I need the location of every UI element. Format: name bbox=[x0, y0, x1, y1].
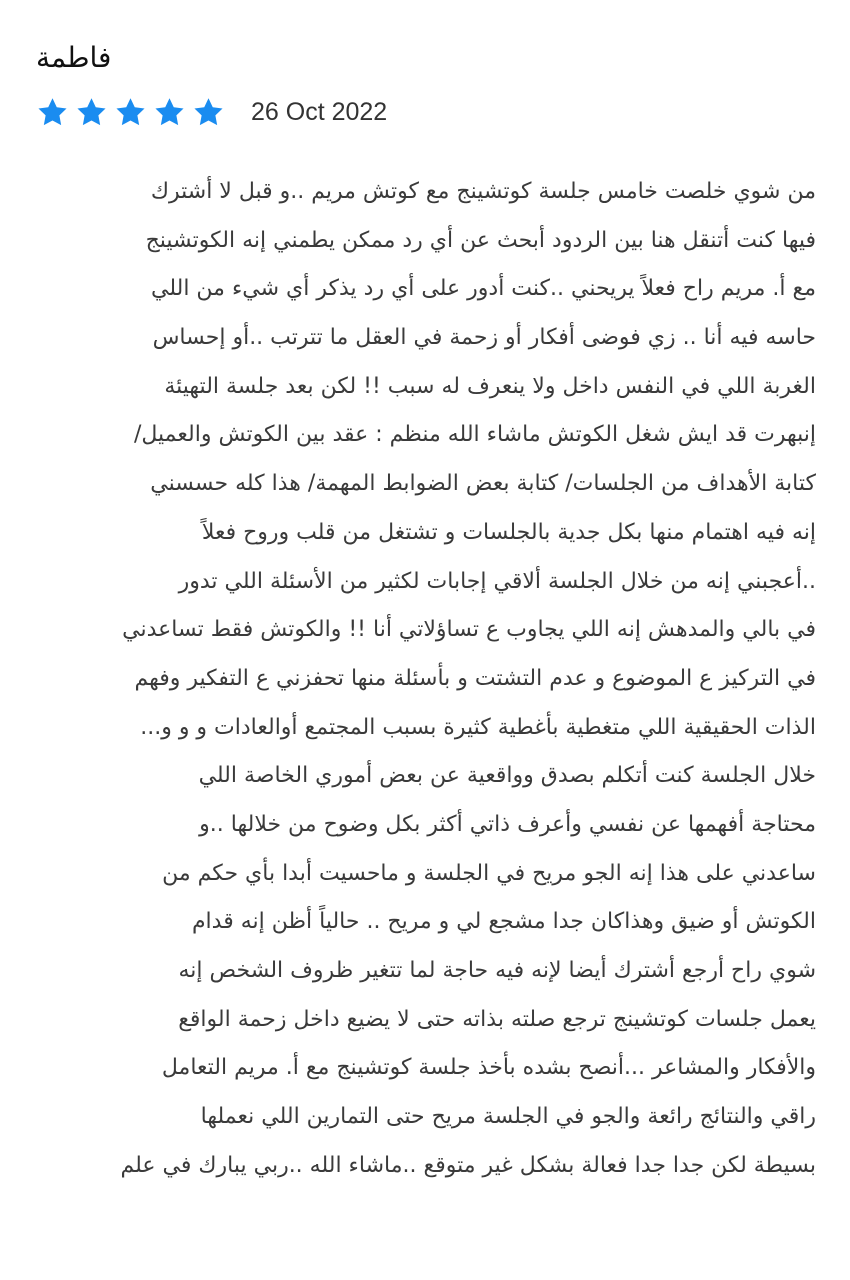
star-icon bbox=[192, 96, 225, 129]
star-icon bbox=[153, 96, 186, 129]
review-line: والأفكار والمشاعر ...أنصح بشده بأخذ جلسة كوتشينج مع أ. مريم التعامل bbox=[161, 1055, 816, 1081]
review-line: محتاجة أفهمها عن نفسي وأعرف ذاتي أكثر بكل وضوح من خلالها ..و bbox=[199, 811, 816, 837]
review-line: بسيطة لكن جدا جدا فعالة بشكل غير متوقع ..ماشاء الله ..ربي يبارك في علم bbox=[120, 1152, 816, 1178]
review-line: الذات الحقيقية اللي متغطية بأغطية كثيرة بسبب المجتمع أوالعادات و و و... bbox=[140, 714, 816, 740]
review-line: كتابة الأهداف من الجلسات/ كتابة بعض الضوابط المهمة/ هذا كله حسسني bbox=[150, 471, 816, 497]
star-icon bbox=[75, 96, 108, 129]
review-line: الكوتش أو ضيق وهذاكان جدا مشجع لي و مريح .. حالياً أظن إنه قدام bbox=[191, 909, 816, 935]
star-icon bbox=[36, 96, 69, 129]
review-text bbox=[34, 168, 816, 1190]
review-date: 26 Oct 2022 bbox=[251, 97, 388, 126]
review-line: في التركيز ع الموضوع و عدم التشتت و بأسئلة منها تحفزني ع التفكير وفهم bbox=[134, 665, 816, 691]
review-line: شوي راح أرجع أشترك أيضا لإنه فيه حاجة لما تتغير ظروف الشخص إنه bbox=[178, 958, 816, 983]
star-icon bbox=[114, 96, 147, 129]
review-line: مع أ. مريم راح فعلاً يريحني ..كنت أدور على أي رد يذكر أي شيء من اللي bbox=[151, 276, 816, 302]
review-line: حاسه فيه أنا .. زي فوضى أفكار أو زحمة في العقل ما تترتب ..أو إحساس bbox=[152, 325, 816, 351]
review-line: ساعدني على هذا إنه الجو مريح في الجلسة و ماحسيت أبدا بأي حكم من bbox=[162, 860, 816, 886]
review-line: إنه فيه اهتمام منها بكل جدية بالجلسات و تشتغل من قلب وروح فعلاً bbox=[201, 519, 816, 545]
review-line: الغربة اللي في النفس داخل ولا ينعرف له سبب !! لكن بعد جلسة التهيئة bbox=[164, 373, 816, 399]
rating-row bbox=[36, 90, 387, 134]
reviewer-name: فاطمة bbox=[36, 41, 112, 74]
review-line: في بالي والمدهش إنه اللي يجاوب ع تساؤلاتي أنا !! والكوتش فقط تساعدني bbox=[122, 617, 816, 643]
review-line: خلال الجلسة كنت أتكلم بصدق وواقعية عن بعض أموري الخاصة اللي bbox=[198, 763, 816, 789]
review-line: فيها كنت أتنقل هنا بين الردود أبحث عن أي رد ممكن يطمني إنه الكوتشينج bbox=[145, 227, 816, 253]
review-line: ..أعجبني إنه من خلال الجلسة ألاقي إجابات لكثير من الأسئلة اللي تدور bbox=[178, 568, 816, 594]
star-rating bbox=[36, 96, 225, 129]
review-line: راقي والنتائج رائعة والجو في الجلسة مريح حتى التمارين اللي نعملها bbox=[200, 1104, 816, 1130]
review-line: إنبهرت قد ايش شغل الكوتش ماشاء الله منظم : عقد بين الكوتش والعميل/ bbox=[133, 422, 816, 448]
review-line: من شوي خلصت خامس جلسة كوتشينج مع كوتش مريم ..و قبل لا أشترك bbox=[150, 179, 816, 204]
review-line: يعمل جلسات كوتشينج ترجع صلته بذاته حتى لا يضيع داخل زحمة الواقع bbox=[178, 1006, 816, 1032]
